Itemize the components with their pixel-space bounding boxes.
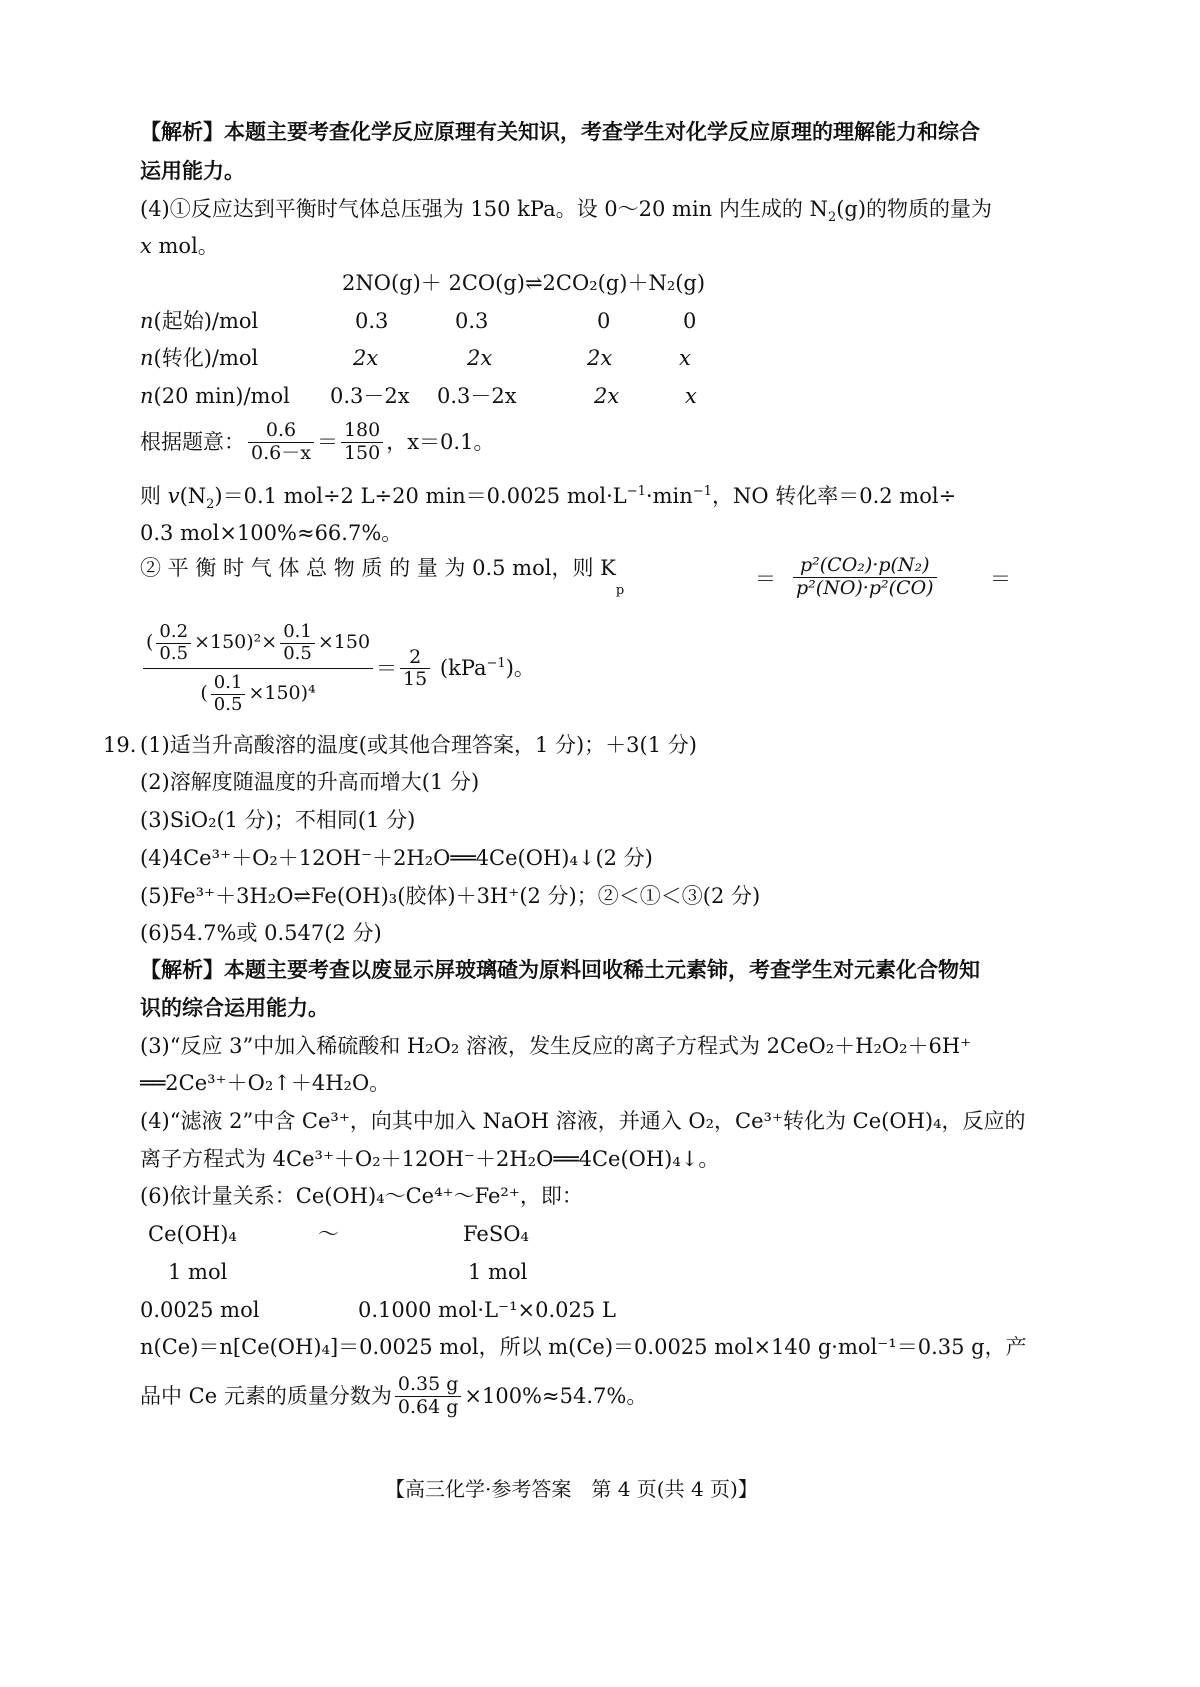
final-line-1: n(Ce)＝n[Ce(OH)₄]＝0.0025 mol，所以 m(Ce)＝0.0025 mol×140 g·mol⁻¹＝0.35 g，产 — [140, 1335, 1027, 1359]
analysis-tag: 【解析】 — [140, 120, 224, 144]
ice-cell: x — [685, 384, 697, 408]
ice-cell: 2x — [587, 346, 613, 370]
q19-answer-3: (3)SiO₂(1 分)；不相同(1 分) — [140, 808, 416, 832]
relation-ce-oh4: Ce(OH)₄ — [148, 1222, 237, 1246]
analysis2-part3-line2: ══2Ce³⁺＋O₂↑＋4H₂O。 — [140, 1071, 391, 1095]
ice-cell: 0.3－2x — [437, 384, 517, 408]
analysis-text-cont: 识的综合运用能力。 — [140, 996, 329, 1020]
kp-line: ② 平 衡 时 气 体 总 物 质 的 量 为 0.5 mol，则 $K_p$ — [140, 555, 625, 598]
kp-eq-2: ＝ — [990, 567, 1011, 591]
kp-eq-1: ＝ — [755, 567, 776, 591]
relation-mol-a: 1 mol — [168, 1260, 228, 1284]
ice-cell: 0.3 — [455, 309, 489, 333]
equilibrium-arrow-icon: ⇌ — [524, 271, 543, 295]
analysis2-part4-line2: 离子方程式为 4Ce³⁺＋O₂＋12OH⁻＋2H₂O══4Ce(OH)₄↓。 — [140, 1147, 720, 1171]
kp-calculation: ( $\frac{0.2}{0.5}$ ×150)²× $\frac{0.1}{0.5}$ ×150 ( $\frac{0.1}{0.5}$ ×150)⁴ ＝ $\frac{2}{15}$ (kPa$^{-1}$)。 — [140, 622, 535, 716]
ice-row-change-label: n(转化)/mol — [140, 346, 259, 370]
q19-answer-6: (6)54.7%或 0.547(2 分) — [140, 921, 382, 945]
relation-mol-b: 1 mol — [468, 1260, 528, 1284]
analysis-text: 本题主要考查化学反应原理有关知识，考查学生对化学反应原理的理解能力和综合 — [224, 120, 980, 144]
fraction: $\frac{180}{150}$ — [341, 420, 383, 465]
q19-answer-1: (1)适当升高酸溶的温度(或其他合理答案，1 分)；＋3(1 分) — [140, 733, 697, 757]
relation-amount-a: 0.0025 mol — [140, 1298, 260, 1322]
relation-amount-b: 0.1000 mol·L⁻¹×0.025 L — [358, 1298, 616, 1322]
ice-cell: 2x — [467, 346, 493, 370]
fraction: $\frac{0.35 g}{0.64 g}$ — [395, 1374, 462, 1419]
ice-cell: x — [679, 346, 691, 370]
analysis2-part6-line1: (6)依计量关系：Ce(OH)₄～Ce⁴⁺～Fe²⁺，即： — [140, 1184, 583, 1208]
analysis-heading-1 — [140, 122, 980, 143]
ice-cell: 0.3 — [355, 309, 389, 333]
q19-answer-2: (2)溶解度随温度的升高而增大(1 分) — [140, 770, 480, 794]
analysis2-part3-line1: (3)“反应 3”中加入稀硫酸和 H₂O₂ 溶液，发生反应的离子方程式为 2CeO₂＋H₂O₂＋6H⁺ — [140, 1034, 972, 1058]
q19-answer-5: (5)Fe³⁺＋3H₂O⇌Fe(OH)₃(胶体)＋3H⁺(2 分)；②＜①＜③(2 分) — [140, 884, 761, 908]
relation-tilde: ～ — [318, 1222, 339, 1246]
analysis-text-cont: 运用能力。 — [140, 159, 245, 183]
analysis2-part4-line1: (4)“滤液 2”中含 Ce³⁺，向其中加入 NaOH 溶液，并通入 O₂，Ce³⁺转化为 Ce(OH)₄，反应的 — [140, 1109, 1026, 1133]
ice-cell: 2x — [594, 384, 620, 408]
ice-cell: 0.3－2x — [330, 384, 410, 408]
kp-fraction: $\frac{\text{p²(CO₂)·p(N₂)}}{\text{p²(NO)·p²(CO)}}$ — [790, 555, 940, 600]
q18-part4-line2: x mol。 — [140, 234, 219, 258]
ice-cell: 2x — [353, 346, 379, 370]
rate-line-2: 0.3 mol×100%≈66.7%。 — [140, 521, 403, 545]
rate-line-1: 则 $v(N_2)=0.1$ mol÷2 L÷20 min＝0.0025 $mol\cdot L^{-1}\cdot\min^{-1}$，NO 转化率＝0.2 mol÷ — [140, 484, 957, 513]
analysis-tag: 【解析】 — [140, 958, 224, 982]
reaction-equation: 2NO(g)＋ 2CO(g)⇌2CO₂(g)＋N₂(g) — [342, 271, 706, 295]
fraction: $\frac{0.6}{0.6-x}$ — [248, 420, 314, 465]
page-footer: 【高三化学·参考答案 第 4 页(共 4 页)】 — [385, 1477, 758, 1501]
final-line-2: 品中 Ce 元素的质量分数为 $\frac{0.35 g}{0.64 g}$ ×100%≈54.7%。 — [140, 1373, 648, 1418]
q19-answer-4: (4)4Ce³⁺＋O₂＋12OH⁻＋2H₂O══4Ce(OH)₄↓(2 分) — [140, 846, 653, 870]
q18-part4-line1: (4)①反应达到平衡时气体总压强为 150 kPa。设 0～20 min 内生成的 $N_2(g)$的物质的量为 — [140, 197, 993, 226]
analysis-heading-2: 【解析】本题主要考查以废显示屏玻璃碴为原料回收稀土元素铈，考查学生对元素化合物知 — [140, 958, 980, 982]
basis-equation: 根据题意： $\frac{0.6}{0.6-x}$ ＝ $\frac{180}{150}$ ，x＝0.1。 — [140, 419, 495, 464]
q19-number: 19. — [103, 733, 137, 757]
ice-cell: 0 — [597, 309, 611, 333]
ice-cell: 0 — [683, 309, 697, 333]
relation-feso4: FeSO₄ — [463, 1222, 529, 1246]
ice-row-20min-label: n(20 min)/mol — [140, 384, 290, 408]
ice-row-initial-label: n(起始)/mol — [140, 309, 259, 333]
